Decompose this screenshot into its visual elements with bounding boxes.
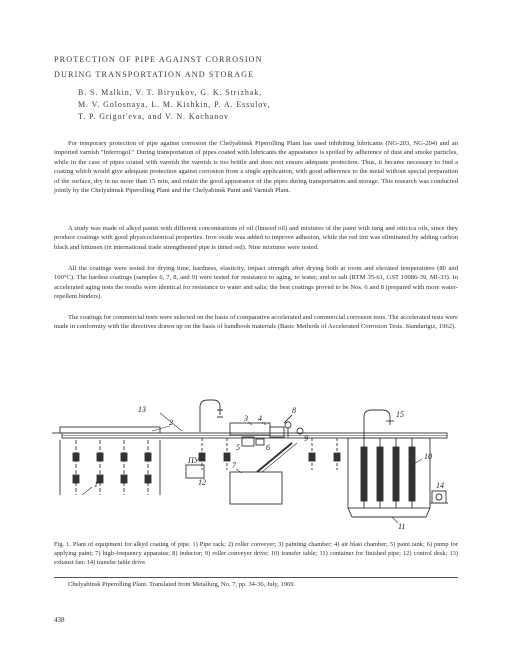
label-5: 5 (236, 443, 240, 452)
transfer-table (348, 438, 430, 508)
figure-1-equipment-diagram (52, 355, 457, 537)
label-7: 7 (232, 461, 236, 470)
footnote-divider (54, 577, 458, 578)
paragraph-3: All the coatings were tested for drying time, hardness, elasticity, impact strength after drying both at room and elevated temperatures (80 and 100°C). The hardest coatings (samples 6, 7, 8, and 9) were tested for resistance to aging, to water, and to salt (RTM 35-61, GST 10086-39, MI-33). In accelerated aging tests the results were identical for resistance to water and salts; the best coatings proved to be Nos. 6 and 8 (prepared with more water-repellent binders). (54, 265, 458, 301)
pump (256, 439, 264, 445)
label-9: 9 (304, 434, 308, 443)
inductor (285, 422, 291, 428)
label-10: 10 (424, 452, 432, 461)
label-15: 15 (396, 410, 404, 419)
paragraph-1: For temporary protection of pipe against corrosion the Chelyabinsk Piperolling Plant has used inhibiting lubricants (NG-203, NG-204) and an imported varnish "Inferrogol." During transportation of pipes coated with lubricants the appearance is spoiled by adherence of dust and smoke particles, while in the case of pipes coated with varnish the varnish is too brittle and does not ensure adequate protection. Thus, it became necessary to find a coating which would give adequate protection against corrosion from a single application, with good adherence to the metal without special preparation of the surface, dry in no more than 15 min, and retain the good appearance of the pipes during transportation and storage. This research was conducted jointly by the Chelyabinsk Piperolling Plant and the Chelyabinsk Paint and Varnish Plant. (54, 140, 458, 195)
title-line-1: PROTECTION OF PIPE AGAINST CORROSION (54, 55, 263, 64)
label-pu: ПУ (188, 456, 200, 465)
paragraph-4: The coatings for commercial tests were selected on the basis of comparative accelerated and commercial corrosion tests. The accelerated tests were made in conformity with the directives drawn up on the basis of handbook materials (Basic Methods of Accelerated Corrosion Tests. Standartgiz, 1962). (54, 314, 458, 331)
figure-caption: Fig. 1. Plant of equipment for alkyd coating of pipe. 1) Pipe rack; 2) roller conveyer; 3) painting chamber; 4) air blast chamber; 5) paint tank; 6) pump for applying paint; 7) high-frequency apparatus; 8) inductor; 9) roller conveyer drive; 10) transfer table; 11) container for finished pipe; 12) control desk; 13) exhaust fan; 14) transfer table drive. (54, 541, 458, 567)
right-exhaust-duct (364, 410, 390, 439)
label-13: 13 (138, 405, 146, 414)
author-line-2: M. V. Golosnaya, L. M. Kishkin, P. A. Essulov, (78, 100, 271, 109)
paragraph-2: A study was made of alkyd paints with different concentrations of oil (linseed oil) and mixtures of the paint with tung and oiticica oils, since they produce coatings with good physicochemical properties. Iron oxide was added to improve adhesion, while the red tint was eliminated by adding carbon black and bitumen (in international trade strengthened pipe is tinted red). Nine mixtures were tested. (54, 225, 458, 251)
page-number: 438 (54, 616, 65, 624)
label-12: 12 (198, 478, 206, 487)
label-1: 1 (94, 480, 98, 489)
author-line-1: B. S. Malkin, V. T. Biryukov, G. K. Strizhak, (78, 88, 263, 97)
article-title (54, 52, 454, 82)
control-desk (186, 465, 204, 478)
label-14: 14 (436, 481, 444, 490)
label-3: 3 (244, 414, 248, 423)
high-frequency-apparatus (230, 472, 282, 504)
title-line-2: DURING TRANSPORTATION AND STORAGE (54, 70, 255, 79)
label-2: 2 (169, 418, 173, 427)
pipe-rack-supports (73, 440, 151, 495)
label-8: 8 (292, 406, 296, 415)
transfer-table-rails (361, 438, 415, 508)
footnote: Chelyabinsk Piperolling Plant. Translated from Metallurg, No. 7, pp. 34-36, July, 1969. (68, 581, 296, 588)
label-6: 6 (266, 443, 270, 452)
pipe-rack-top (60, 427, 160, 433)
transfer-table-drive (432, 491, 446, 503)
container-finished-pipe (348, 508, 430, 517)
label-11: 11 (398, 522, 406, 531)
exhaust-duct (200, 400, 220, 432)
author-list (78, 87, 458, 123)
author-line-3: T. P. Grigor'eva, and V. N. Kochanov (78, 112, 229, 121)
label-4: 4 (258, 414, 262, 423)
